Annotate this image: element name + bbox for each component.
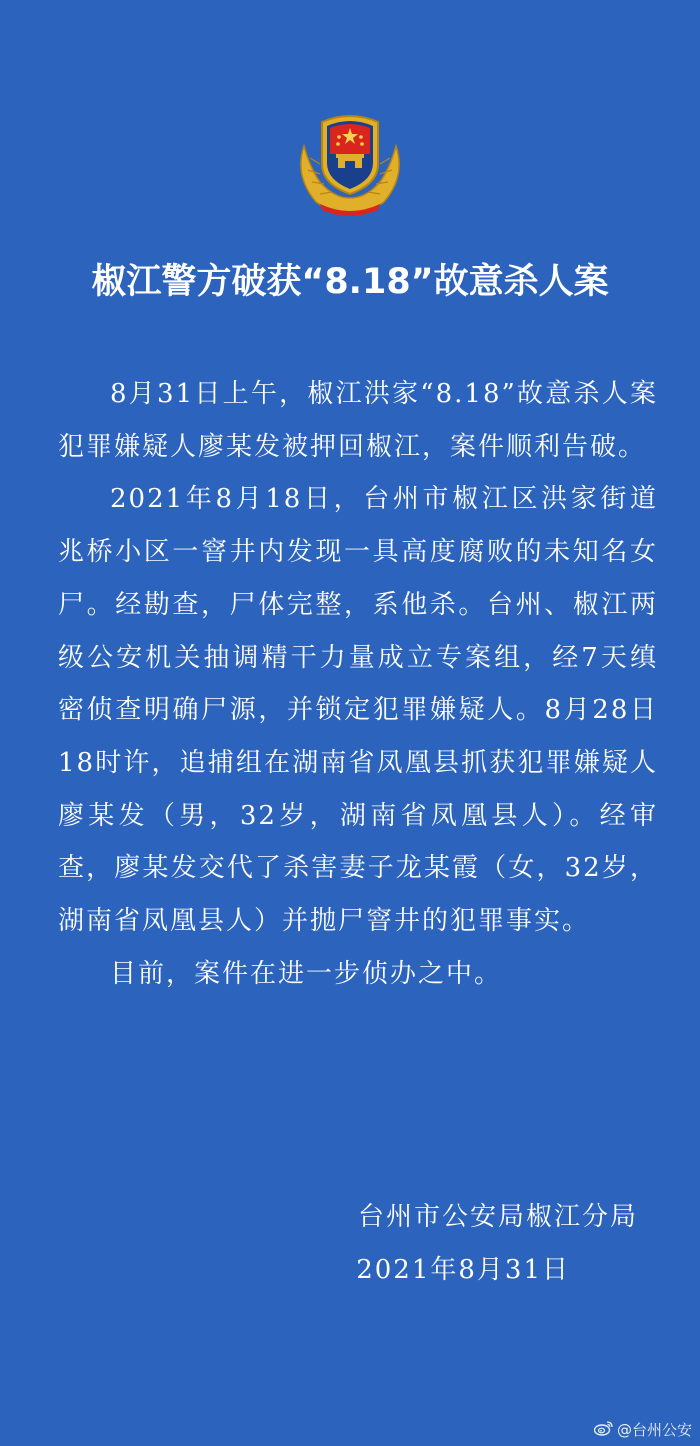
document-title: 椒江警方破获“8.18”故意杀人案 [91,262,609,302]
signature-org: 台州市公安局椒江分局 [357,1202,638,1232]
watermark-text: @台州公安 [616,1421,692,1439]
paragraph: 目前，案件在进一步侦办之中。 [110,958,503,989]
signature-date: 2021年8月31日 [356,1255,570,1285]
police-badge-icon [290,106,410,218]
paragraph: 2021年8月18日，台州市椒江区洪家街道兆桥小区一窨井内发现一具高度腐败的未知名女尸。经勘查，尸体完整，系他杀。台州、椒江两级公安机关抽调精干力量成立专案组，经7天缜密侦查明确尸源，并锁定犯罪嫌疑人。8月28日18时许，追捕组在湖南省凤凰县抓获犯罪嫌疑人廖某发（男，32岁，湖南省凤凰县人）。经审查，廖某发交代了杀害妻子龙某霞（女，32岁，湖南省凤凰县人）并抛尸窨井的犯罪事实。 [58,484,658,937]
weibo-watermark [594,1419,692,1440]
body-text [58,368,658,1000]
paragraph: 8月31日上午，椒江洪家“8.18”故意杀人案犯罪嫌疑人廖某发被押回椒江，案件顺利告破。 [58,379,658,462]
weibo-icon [594,1420,614,1440]
signature-block [356,1191,638,1297]
